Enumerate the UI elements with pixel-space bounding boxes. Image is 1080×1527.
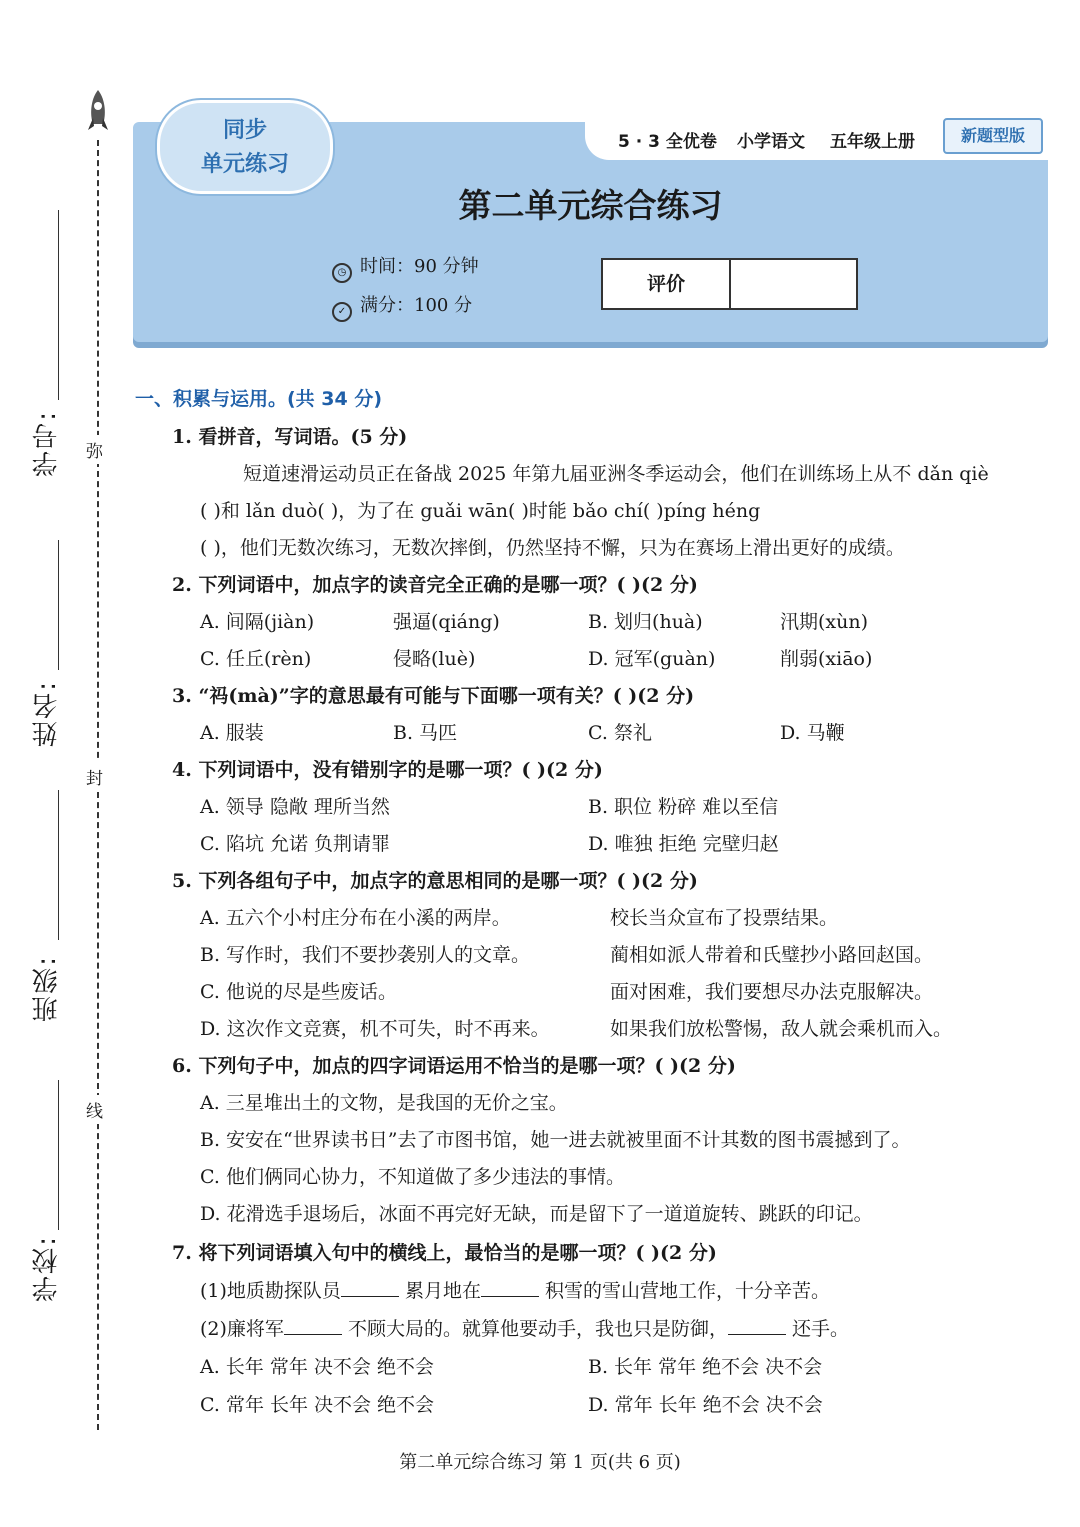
q7-option-b: B. 长年 常年 绝不会 决不会 (588, 1356, 823, 1378)
name-line[interactable] (58, 540, 59, 670)
school-label: 学校: (32, 1235, 62, 1302)
q3-option-d: D. 马鞭 (780, 722, 845, 744)
q6-option-b: B. 安安在“世界读书日”去了市图书馆，她一进去就被里面不计其数的图书震撼到了。 (200, 1129, 911, 1151)
series-subject: 小学语文 (737, 132, 805, 152)
q1-line-2: ( )和 lǎn duò( )，为了在 guǎi wān( )时能 bǎo chí( )píng héng (200, 500, 761, 522)
q5-option-c1: C. 他说的尽是些废话。 (200, 981, 397, 1003)
q5-option-a1: A. 五六个小村庄分布在小溪的两岸。 (200, 907, 511, 929)
evaluation-label: 评价 (603, 260, 731, 308)
clock-icon: ◷ (332, 263, 352, 283)
cloud-line-2: 单元练习 (200, 152, 289, 177)
q7-s2-blank-1[interactable] (284, 1318, 342, 1335)
q6-option-c: C. 他们俩同心协力，不知道做了多少违法的事情。 (200, 1166, 625, 1188)
q1-title: 1. 看拼音，写词语。(5 分) (172, 426, 408, 448)
evaluation-field[interactable] (731, 260, 856, 308)
series-brand: 5 · 3 全优卷 (618, 132, 717, 152)
q7-s2-part-a: (2)廉将军 (200, 1318, 284, 1340)
q5-option-a2: 校长当众宣布了投票结果。 (610, 907, 839, 929)
q6-option-d: D. 花滑选手退场后，冰面不再完好无缺，而是留下了一道道旋转、跳跃的印记。 (200, 1203, 873, 1225)
q2-option-d2: 削弱(xiāo) (780, 648, 873, 670)
check-icon: ✓ (332, 302, 352, 322)
student-id-label: 学号: (32, 410, 62, 477)
series-grade: 五年级上册 (830, 132, 915, 152)
q6-title: 6. 下列句子中，加点的四字词语运用不恰当的是哪一项？( )(2 分) (172, 1055, 736, 1077)
q7-title: 7. 将下列词语填入句中的横线上，最恰当的是哪一项？( )(2 分) (172, 1242, 717, 1264)
q5-option-b1: B. 写作时，我们不要抄袭别人的文章。 (200, 944, 531, 966)
q7-option-d: D. 常年 长年 绝不会 决不会 (588, 1394, 823, 1416)
q4-option-d: D. 唯独 拒绝 完壁归赵 (588, 833, 779, 855)
seal-char-feng: 封 (86, 762, 103, 791)
q2-option-a2: 强逼(qiáng) (393, 611, 500, 633)
class-label: 班级: (32, 955, 62, 1022)
q2-option-b2: 汛期(xùn) (780, 611, 869, 633)
q3-title: 3. “祃(mà)”字的意思最有可能与下面哪一项有关？( )(2 分) (172, 685, 695, 707)
q7-s1-part-b: 累月地在 (404, 1280, 481, 1302)
seal-char-mi: 弥 (86, 435, 103, 464)
evaluation-box (601, 258, 858, 310)
q2-option-b1: B. 划归(huà) (588, 611, 703, 633)
section-title: 一、积累与运用。(共 34 分) (135, 388, 383, 410)
q4-option-b: B. 职位 粉碎 难以至信 (588, 796, 779, 818)
name-label: 姓名: (32, 680, 62, 747)
q4-title: 4. 下列词语中，没有错别字的是哪一项？( )(2 分) (172, 759, 603, 781)
score-text: 满分：100 分 (360, 295, 473, 316)
rocket-icon (86, 88, 110, 136)
school-line[interactable] (58, 1080, 59, 1230)
q7-s1-blank-1[interactable] (341, 1280, 399, 1297)
q4-option-a: A. 领导 隐敞 理所当然 (200, 796, 390, 818)
q5-title: 5. 下列各组句子中，加点字的意思相同的是哪一项？( )(2 分) (172, 870, 698, 892)
q7-s2-part-b: 不顾大局的。就算他要动手，我也只是防御， (347, 1318, 728, 1340)
q2-title: 2. 下列词语中，加点字的读音完全正确的是哪一项？( )(2 分) (172, 574, 698, 596)
q2-option-c1: C. 任丘(rèn) (200, 648, 312, 670)
q7-sentence-2 (200, 1314, 849, 1341)
q7-s1-part-c: 积雪的雪山营地工作，十分辛苦。 (545, 1280, 831, 1302)
q3-option-c: C. 祭礼 (588, 722, 652, 744)
class-line[interactable] (58, 790, 59, 940)
time-text: 时间：90 分钟 (360, 256, 479, 277)
q7-option-a: A. 长年 常年 决不会 绝不会 (200, 1356, 434, 1378)
q1-line-1: 短道速滑运动员正在备战 2025 年第九届亚洲冬季运动会，他们在训练场上从不 dǎn qiè (243, 463, 989, 485)
page-footer: 第二单元综合练习 第 1 页(共 6 页) (399, 1452, 681, 1473)
q7-s2-part-c: 还手。 (792, 1318, 850, 1340)
q4-option-c: C. 陷坑 允诺 负荆请罪 (200, 833, 391, 855)
seal-char-xian: 线 (86, 1095, 103, 1124)
q5-option-c2: 面对困难，我们要想尽办法克服解决。 (610, 981, 934, 1003)
page-title: 第二单元综合练习 (458, 186, 723, 225)
time-info (332, 252, 479, 283)
cloud-line-1: 同步 (222, 118, 267, 143)
q1-line-3: ( )，他们无数次练习，无数次摔倒，仍然坚持不懈，只为在赛场上滑出更好的成绩。 (200, 537, 905, 559)
q2-option-a1: A. 间隔(jiàn) (200, 611, 315, 633)
q7-s1-part-a: (1)地质勘探队员 (200, 1280, 341, 1302)
q5-option-d2: 如果我们放松警惕，敌人就会乘机而入。 (610, 1018, 953, 1040)
q7-s2-blank-2[interactable] (728, 1318, 786, 1335)
q5-option-b2: 蔺相如派人带着和氏璧抄小路回赵国。 (610, 944, 934, 966)
q3-option-b: B. 马匹 (393, 722, 458, 744)
q2-option-d1: D. 冠军(guàn) (588, 648, 716, 670)
score-info (332, 291, 472, 322)
q5-option-d1: D. 这次作文竞赛，机不可失，时不再来。 (200, 1018, 550, 1040)
q6-option-a: A. 三星堆出土的文物，是我国的无价之宝。 (200, 1092, 568, 1114)
q7-sentence-1 (200, 1276, 830, 1303)
q2-option-c2: 侵略(luè) (393, 648, 476, 670)
student-id-line[interactable] (58, 210, 59, 400)
q7-option-c: C. 常年 长年 决不会 绝不会 (200, 1394, 435, 1416)
q3-option-a: A. 服装 (200, 722, 264, 744)
q7-s1-blank-2[interactable] (481, 1280, 539, 1297)
edition-badge: 新题型版 (943, 118, 1043, 154)
